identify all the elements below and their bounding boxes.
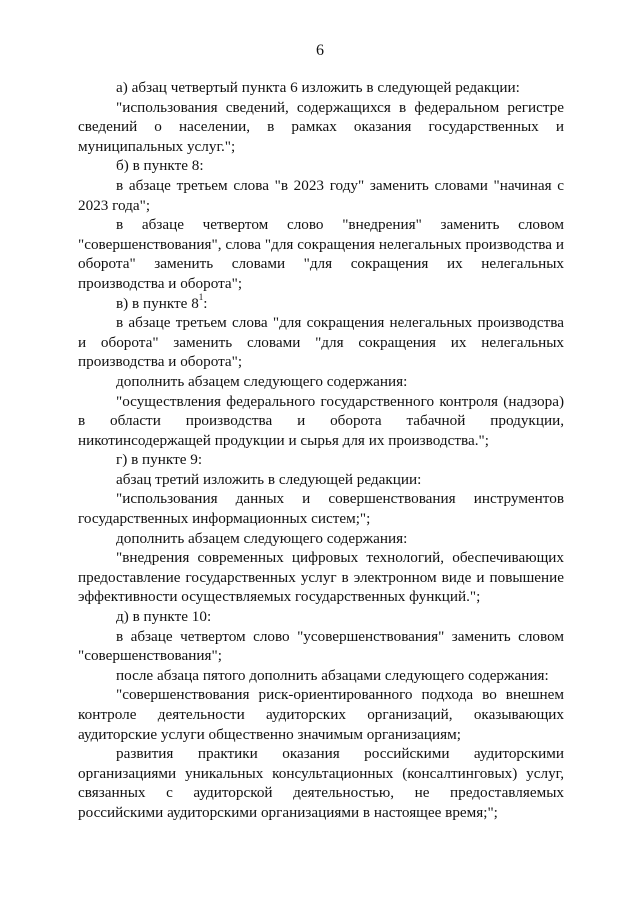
paragraph-g-quote-1: "использования данных и совершенствования инструментов государственных информационных систем;";: [78, 490, 564, 528]
paragraph-d-1: в абзаце четвертом слово "усовершенствования" заменить словом "совершенствования";: [78, 627, 564, 665]
paragraph-g-2: дополнить абзацем следующего содержания:: [116, 529, 408, 547]
paragraph-g-1: абзац третий изложить в следующей редакции:: [116, 470, 422, 488]
paragraph-a-quote: "использования сведений, содержащихся в федеральном регистре сведений о населении, в рамках оказания государственных и муниципальных услуг.";: [78, 98, 564, 155]
paragraph-v-2: дополнить абзацем следующего содержания:: [116, 372, 408, 390]
paragraph-v-text: в) в пункте 8: [116, 294, 199, 312]
paragraph-g-quote-2: "внедрения современных цифровых технологий, обеспечивающих предоставление государственных услуг в электронном виде и повышение эффективности осуществляемых государственных функций.";: [78, 549, 564, 606]
paragraph-v-superscript: 1: [198, 292, 204, 303]
paragraph-v-colon: :: [203, 294, 208, 312]
paragraph-d-quote-1: "совершенствования риск-ориентированного подхода во внешнем контроле деятельности аудиторских организаций, оказывающих аудиторские услуги общественно значимым организациям;: [78, 686, 564, 743]
paragraph-b-1: в абзаце третьем слова "в 2023 году" заменить словами "начиная с 2023 года";: [78, 176, 564, 214]
paragraph-d: д) в пункте 10:: [116, 608, 212, 626]
paragraph-g: г) в пункте 9:: [116, 451, 203, 469]
paragraph-d-2: после абзаца пятого дополнить абзацами следующего содержания:: [116, 666, 549, 684]
paragraph-b: б) в пункте 8:: [116, 157, 204, 175]
paragraph-a: а) абзац четвертый пункта 6 изложить в следующей редакции:: [116, 79, 520, 96]
paragraph-d-quote-2: развития практики оказания российскими аудиторскими организациями уникальных консультационных (консалтинговых) услуг, связанных с аудиторской деятельностью, не предоставляемых российскими аудиторскими организациями в настоящее время;";: [78, 745, 564, 821]
paragraph-b-2: в абзаце четвертом слово "внедрения" заменить словом "совершенствования", слова "для сокращения нелегальных производства и оборота" заменить словами "для сокращения их нелегальных производства и оборота";: [78, 216, 564, 292]
paragraph-v: [78, 294, 564, 314]
paragraph-v-quote: "осуществления федерального государственного контроля (надзора) в области производства и оборота табачной продукции, никотинсодержащей продукции и сырья для их производства.";: [78, 392, 564, 449]
paragraph-v-1: в абзаце третьем слова "для сокращения нелегальных производства и оборота" заменить словами "для сокращения их нелегальных производства и оборота";: [78, 314, 564, 371]
document-body: [78, 78, 564, 823]
page-number: 6: [316, 42, 324, 59]
